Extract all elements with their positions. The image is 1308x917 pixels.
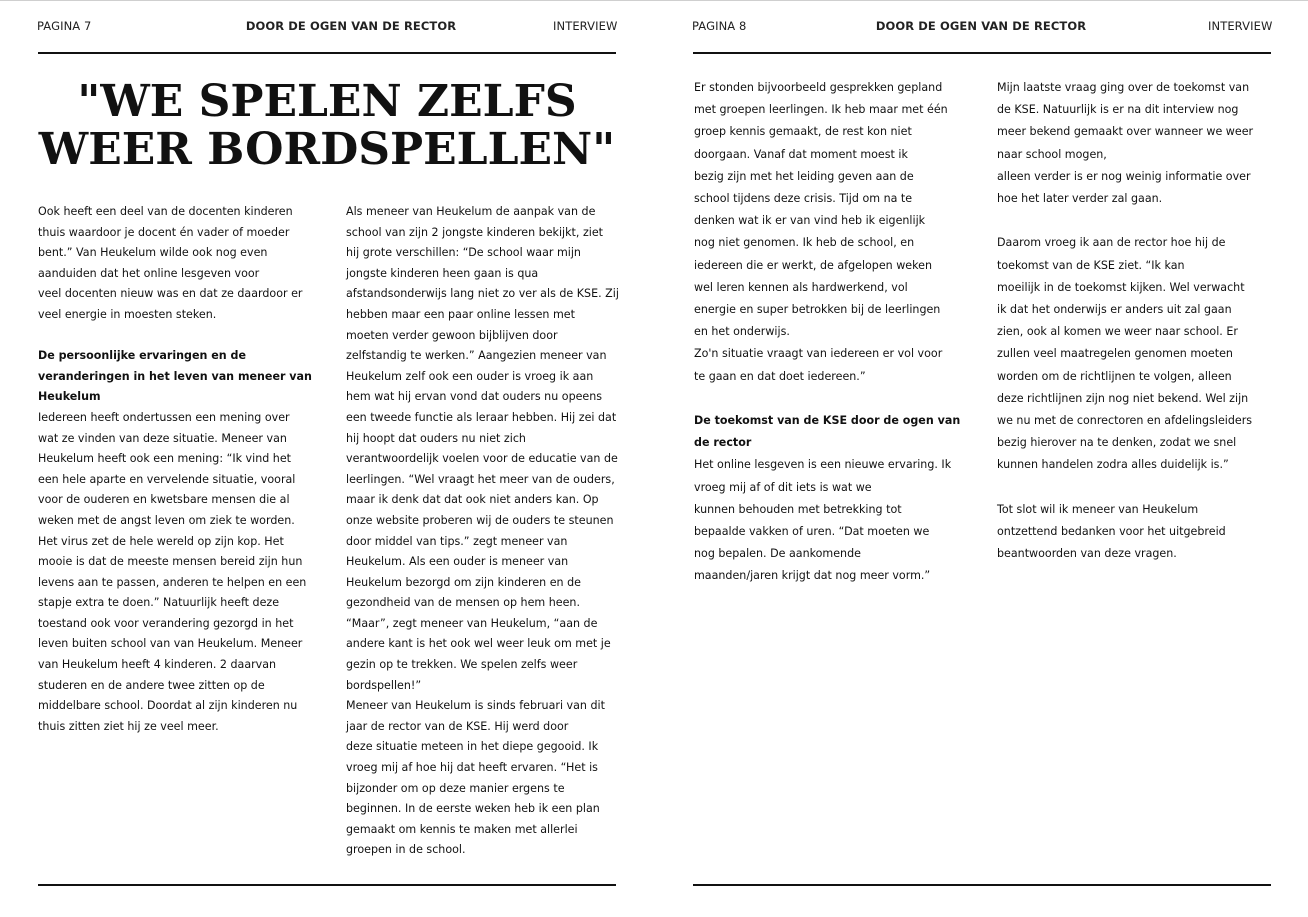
paragraph: Als meneer van Heukelum de aanpak van de school van zijn 2 jongste kinderen bekijkt, ziet hij grote verschillen: “De school waar mijn jongste kinderen heen gaan is qua afstandsonderwijs lang niet zo ver als de KSE. Zij hebben maar een paar online lessen met moeten verder gewoon bijblijven door zelfstandig te werken.” Aangezien meneer van Heukelum zelf ook een ouder is vroeg ik aan hem wat hij ervan vond dat ouders nu opeens een tweede functie als leraar hebben. Hij zei dat hij hoopt dat ouders nu niet zich verantwoordelijk voelen voor de educatie van de leerlingen. “Wel vraagt het meer van de ouders, maar ik denk dat dat ook niet anders kan. Op onze website proberen wij de ouders te steunen door middel van tips.” zegt meneer van Heukelum. Als een ouder is meneer van Heukelum bezorgd om zijn kinderen en de gezondheid van de mensen op hem heen. “Maar”, zegt meneer van Heukelum, “aan de andere kant is het ook wel weer leuk om met je gezin op te trekken. We spelen zelfs weer bordspellen!” Meneer van Heukelum is sinds februari van dit jaar de rector van de KSE. Hij werd door deze situatie meteen in het diepe gegooid. Ik vroeg mij af hoe hij dat heeft ervaren. “Het is bijzonder om op deze manier ergens te beginnen. In de eerste weken heb ik een plan gemaakt om kennis te maken met allerlei groepen in de school. bbox=[346, 205, 619, 857]
text-column-2 bbox=[346, 202, 636, 861]
page-number-left: PAGINA 7 bbox=[37, 19, 92, 33]
page-number-right: PAGINA 8 bbox=[692, 19, 747, 33]
subheading-personal-experiences: De persoonlijke ervaringen en de veranderingen in het leven van meneer van Heukelum bbox=[38, 349, 312, 404]
paragraph: Het online lesgeven is een nieuwe ervaring. Ik vroeg mij af of dit iets is wat we kunnen behouden met betrekking tot bepaalde vakken of uren. “Dat moeten we nog bepalen. De aankomende maanden/jaren krijgt dat nog meer vorm.” bbox=[694, 458, 952, 583]
paragraph: Daarom vroeg ik aan de rector hoe hij de toekomst van de KSE ziet. “Ik kan moeilijk in de toekomst kijken. Wel verwacht ik dat het onderwijs er anders uit zal gaan zien, ook al komen we weer naar school. Er zullen veel maatregelen genomen moeten worden om de richtlijnen te volgen, alleen deze richtlijnen zijn nog niet bekend. Wel zijn we nu met de conrectoren en afdelingsleiders bezig hierover na te denken, zodat we snel kunnen handelen zodra alles duidelijk is.” bbox=[997, 236, 1253, 472]
section-title-left: DOOR DE OGEN VAN DE RECTOR bbox=[245, 19, 457, 33]
footer-rule-right bbox=[693, 884, 1271, 886]
text-column-3 bbox=[694, 77, 974, 588]
header-rule-right bbox=[693, 52, 1271, 54]
paragraph: Iedereen heeft ondertussen een mening over wat ze vinden van deze situatie. Meneer van Heukelum heeft ook een mening: “Ik vind het een hele aparte en vervelende situatie, vooral voor de ouderen en kwetsbare mensen die al weken met de angst leven om ziek te worden. Het virus zet de hele wereld op zijn kop. Het mooie is dat de meeste mensen bereid zijn hun levens aan te passen, anderen te helpen en een stapje extra te doen.” Natuurlijk heeft deze toestand ook voor verandering gezorgd in het leven buiten school van van Heukelum. Meneer van Heukelum heeft 4 kinderen. 2 daarvan studeren en de andere twee zitten op de middelbare school. Doordat al zijn kinderen nu thuis zitten ziet hij ze veel meer. bbox=[38, 410, 307, 733]
paragraph: Mijn laatste vraag ging over de toekomst van de KSE. Natuurlijk is er na dit interview nog meer bekend gemaakt over wanneer we weer naar school mogen, alleen verder is er nog weinig informatie over hoe het later verder zal gaan. bbox=[997, 81, 1254, 206]
header-rule-left bbox=[38, 52, 616, 54]
text-column-4 bbox=[997, 77, 1287, 565]
footer-rule-left bbox=[38, 884, 616, 886]
article-headline: "WE SPELEN ZELFS WEER BORDSPELLEN" bbox=[38, 76, 616, 175]
paragraph: Er stonden bijvoorbeeld gesprekken gepland met groepen leerlingen. Ik heb maar met één groep kennis gemaakt, de rest kon niet doorgaan. Vanaf dat moment moest ik bezig zijn met het leiding geven aan de school tijdens deze crisis. Tijd om na te denken wat ik er van vind heb ik eigenlijk nog niet genomen. Ik heb de school, en iedereen die er werkt, de afgelopen weken wel leren kennen als hardwerkend, vol energie en super betrokken bij de leerlingen en het onderwijs. Zo'n situatie vraagt van iedereen er vol voor te gaan en dat doet iedereen.” bbox=[694, 81, 948, 383]
paragraph: Ook heeft een deel van de docenten kinderen thuis waardoor je docent én vader of moeder bent.” Van Heukelum wilde ook nog even aanduiden dat het online lesgeven voor veel docenten nieuw was en dat ze daardoor er veel energie in moesten steken. bbox=[38, 205, 303, 321]
category-label-right: INTERVIEW bbox=[1208, 19, 1273, 33]
section-title-right: DOOR DE OGEN VAN DE RECTOR bbox=[875, 19, 1087, 33]
top-border bbox=[0, 0, 1308, 1]
text-column-1 bbox=[38, 202, 323, 737]
subheading-future-kse: De toekomst van de KSE door de ogen van de rector bbox=[694, 414, 961, 450]
paragraph-closing: Tot slot wil ik meneer van Heukelum ontzettend bedanken voor het uitgebreid beantwoorden van deze vragen. bbox=[997, 502, 1226, 561]
category-label-left: INTERVIEW bbox=[553, 19, 618, 33]
